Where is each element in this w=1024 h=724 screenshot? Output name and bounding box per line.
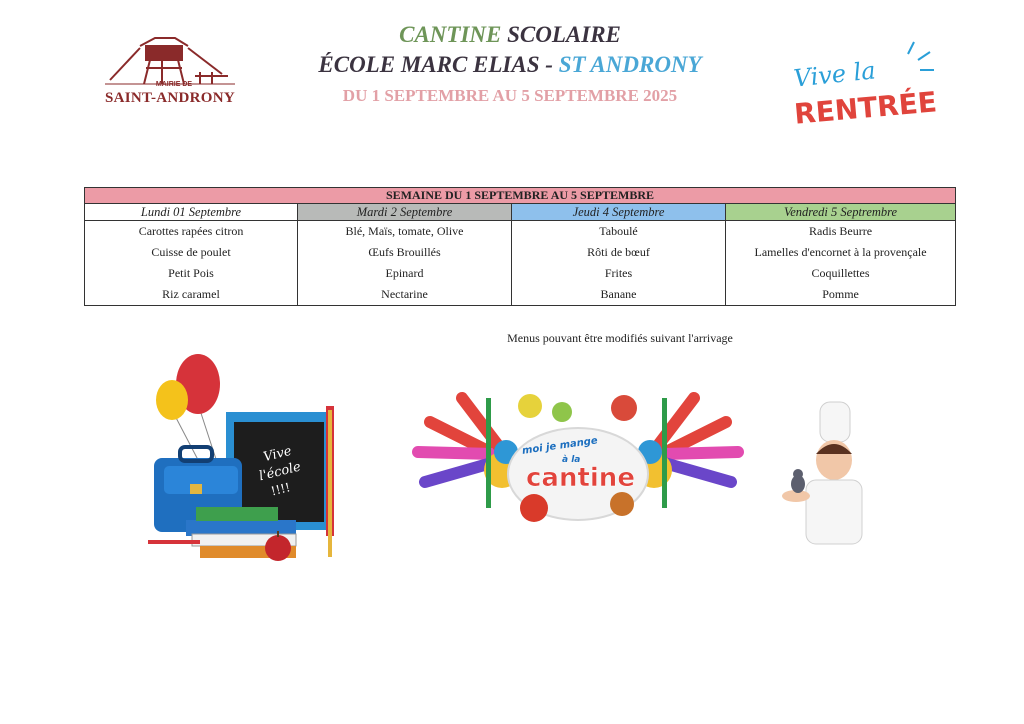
mairie-logo	[100, 28, 240, 108]
logo-small-text: MAIRIE DE	[155, 81, 193, 88]
table-row	[85, 221, 956, 243]
town-name: ST ANDRONY	[558, 52, 702, 77]
day-header-row	[85, 204, 956, 221]
rat-icon	[791, 469, 805, 493]
svg-text:à la: à la	[562, 455, 581, 465]
menu-cell: Banane	[512, 284, 726, 306]
menu-cell: Cuisse de poulet	[85, 242, 298, 263]
svg-text:l'école: l'école	[257, 459, 303, 485]
school-illustration	[140, 352, 350, 570]
menu-cell: Nectarine	[298, 284, 512, 306]
badge-line2: RENTRÉE	[792, 85, 939, 131]
left-hand-icon	[418, 398, 520, 488]
day-header-monday: Lundi 01 Septembre	[85, 204, 298, 221]
table-row	[85, 284, 956, 306]
chef-hat-icon	[820, 402, 850, 442]
title-word-scolaire: SCOLAIRE	[507, 22, 621, 47]
right-hand-icon	[636, 398, 738, 488]
day-header-tuesday: Mardi 2 Septembre	[298, 204, 512, 221]
menu-cell: Pomme	[726, 284, 956, 306]
svg-text:moi je mange: moi je mange	[521, 435, 599, 457]
cantine-illustration	[410, 382, 746, 532]
menu-cell: Radis Beurre	[726, 221, 956, 243]
school-name: ÉCOLE MARC ELIAS -	[318, 52, 553, 77]
fishing-hut-icon	[100, 28, 240, 88]
vive-la-rentree-badge	[780, 38, 950, 138]
date-range: DU 1 SEPTEMBRE AU 5 SEPTEMBRE 2025	[342, 86, 678, 105]
svg-text:cantine: cantine	[526, 463, 635, 493]
logo-name: SAINT-ANDRONY	[104, 90, 236, 106]
table-row	[85, 242, 956, 263]
sparkle-icon	[908, 42, 934, 70]
page-title	[300, 22, 720, 48]
menu-note: Menus pouvant être modifiés suivant l'arrivage	[507, 331, 733, 345]
menu-cell: Lamelles d'encornet à la provençale	[726, 242, 956, 263]
menu-cell: Rôti de bœuf	[512, 242, 726, 263]
menu-cell: Frites	[512, 263, 726, 284]
menu-cell: Petit Pois	[85, 263, 298, 284]
day-header-friday: Vendredi 5 Septrembre	[726, 204, 956, 221]
menu-cell: Epinard	[298, 263, 512, 284]
school-title	[300, 52, 720, 78]
menu-cell: Coquillettes	[726, 263, 956, 284]
svg-text:!!!!: !!!!	[269, 480, 292, 499]
menu-cell: Riz caramel	[85, 284, 298, 306]
day-header-thursday: Jeudi 4 Septembre	[512, 204, 726, 221]
week-label: SEMAINE DU 1 SEPTEMBRE AU 5 SEPTEMBRE	[85, 188, 956, 204]
menu-cell: Blé, Maïs, tomate, Olive	[298, 221, 512, 243]
menu-cell: Carottes rapées citron	[85, 221, 298, 243]
menu-table	[84, 187, 956, 306]
menu-cell: Œufs Brouillés	[298, 242, 512, 263]
chef-icon	[782, 440, 862, 544]
menu-cell: Taboulé	[512, 221, 726, 243]
chef-illustration	[776, 398, 866, 546]
title-word-cantine: CANTINE	[399, 22, 502, 47]
table-row	[85, 263, 956, 284]
svg-text:Vive: Vive	[262, 443, 294, 466]
week-header-row	[85, 188, 956, 204]
badge-line1: Vive la	[792, 56, 877, 93]
